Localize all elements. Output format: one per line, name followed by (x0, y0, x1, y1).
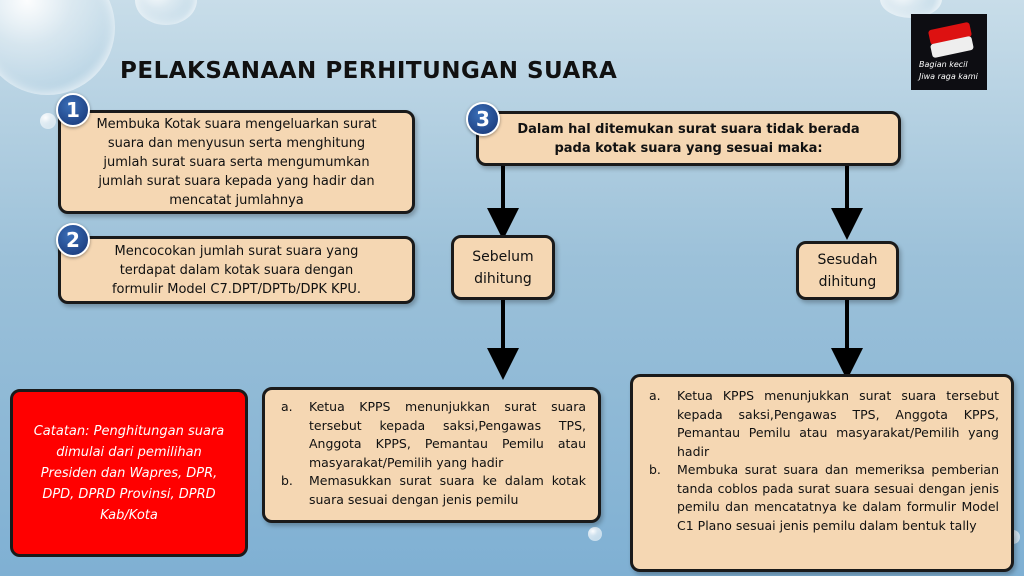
before-count-label: Sebelum dihitung (472, 248, 534, 287)
step-3-text: Dalam hal ditemukan surat suara tidak berada pada kotak suara yang sesuai maka: (517, 121, 860, 156)
step-3-box (476, 111, 901, 166)
logo-text-line2: Jiwa raga kami (919, 72, 978, 81)
step-3-badge (466, 102, 500, 136)
step-3-number: 3 (476, 107, 490, 131)
page-title: PELAKSANAAN PERHITUNGAN SUARA (120, 58, 618, 84)
step-2-text: Mencocokan jumlah surat suara yang terdapat dalam kotak suara dengan formulir Model C7.DPT/DPTb/DPK KPU. (111, 243, 361, 297)
list-item (275, 398, 586, 472)
before-count-box (451, 235, 555, 300)
list-marker: a. (649, 388, 661, 403)
logo-text-line1: Bagian kecil (919, 60, 968, 69)
before-actions-box (262, 387, 601, 523)
list-item (275, 472, 586, 509)
step-1-box (58, 110, 415, 214)
list-text: Ketua KPPS menunjukkan surat suara tersebut kepada saksi,Pengawas TPS, Anggota KPPS, Pemantau Pemilu atau masyarakat/Pemilih yang hadir (309, 399, 586, 470)
list-item (643, 387, 999, 461)
step-1-text: Membuka Kotak suara mengeluarkan surat suara dan menyusun serta menghitung jumlah surat suara serta mengumumkan jumlah surat suara kepada yang hadir dan mencatat jumlahnya (96, 116, 377, 208)
list-marker: b. (649, 462, 661, 477)
after-count-label: Sesudah dihitung (817, 251, 878, 290)
list-text: Membuka surat suara dan memeriksa pemberian tanda coblos pada surat suara sesuai dengan jenis pemilu dan mencatatnya ke dalam formulir Model C1 Plano sesuai jenis pemilu dalam bentuk tally (677, 462, 999, 533)
step-1-number: 1 (66, 98, 80, 122)
list-marker: a. (281, 399, 293, 414)
list-marker: b. (281, 473, 293, 488)
list-text: Memasukkan surat suara ke dalam kotak suara sesuai dengan jenis pemilu (309, 473, 586, 507)
step-2-badge (56, 223, 90, 257)
after-actions-box (630, 374, 1014, 572)
step-1-badge (56, 93, 90, 127)
step-2-box (58, 236, 415, 304)
list-text: Ketua KPPS menunjukkan surat suara tersebut kepada saksi,Pengawas TPS, Anggota KPPS, Pemantau Pemilu atau masyarakat/Pemilih yang hadir (677, 388, 999, 459)
after-count-box (796, 241, 899, 300)
note-box (10, 389, 248, 557)
note-text: Catatan: Penghitungan suara dimulai dari pemilihan Presiden dan Wapres, DPR, DPD, DPRD Provinsi, DPRD Kab/Kota (33, 423, 225, 523)
step-2-number: 2 (66, 228, 80, 252)
list-item (643, 461, 999, 535)
